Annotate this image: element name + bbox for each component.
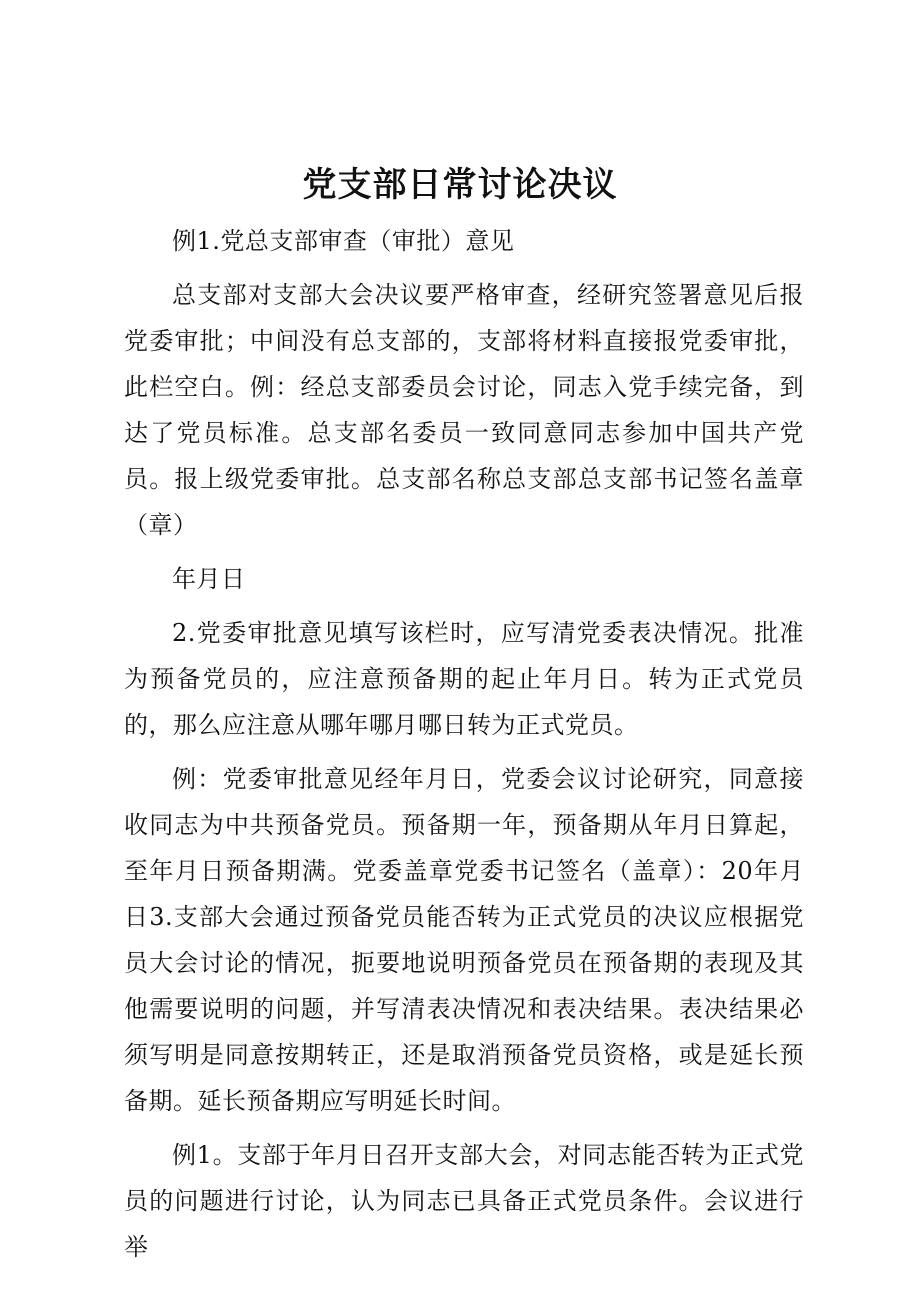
paragraph-branch-meeting-example: 例1。支部于年月日召开支部大会，对同志能否转为正式党员的问题进行讨论，认为同志已具备正式党员条件。会议进行举 (124, 1141, 804, 1261)
paragraph-example-heading: 例1.党总支部审查（审批）意见 (172, 227, 515, 255)
paragraph-approval-example: 例：党委审批意见经年月日，党委会议讨论研究，同意接收同志为中共预备党员。预备期一年，预备期从年月日算起，至年月日预备期满。党委盖章党委书记签名（盖章）：20年月日3.支部大会通过预备党员能否转为正式党员的决议应根据党员大会讨论的情况，扼要地说明预备党员在预备期的表现及其他需要说明的问题，并写清表决情况和表决结果。表决结果必须写明是同意按期转正，还是取消预备党员资格，或是延长预备期。延长预备期应写明延长时间。 (124, 765, 804, 1115)
document-title: 党支部日常讨论决议 (302, 165, 618, 205)
document-body (124, 218, 804, 1270)
paragraph-general-branch-review: 总支部对支部大会决议要严格审查，经研究签署意见后报党委审批；中间没有总支部的，支部将材料直接报党委审批，此栏空白。例：经总支部委员会讨论，同志入党手续完备，到达了党员标准。总支部名委员一致同意同志参加中国共产党员。报上级党委审批。总支部名称总支部总支部书记签名盖章（章） (124, 281, 804, 539)
paragraph-date-line: 年月日 (172, 565, 246, 593)
paragraph-party-committee-approval: 2.党委审批意见填写该栏时，应写清党委表决情况。批准为预备党员的，应注意预备期的起止年月日。转为正式党员的，那么应注意从哪年哪月哪日转为正式党员。 (124, 619, 804, 739)
